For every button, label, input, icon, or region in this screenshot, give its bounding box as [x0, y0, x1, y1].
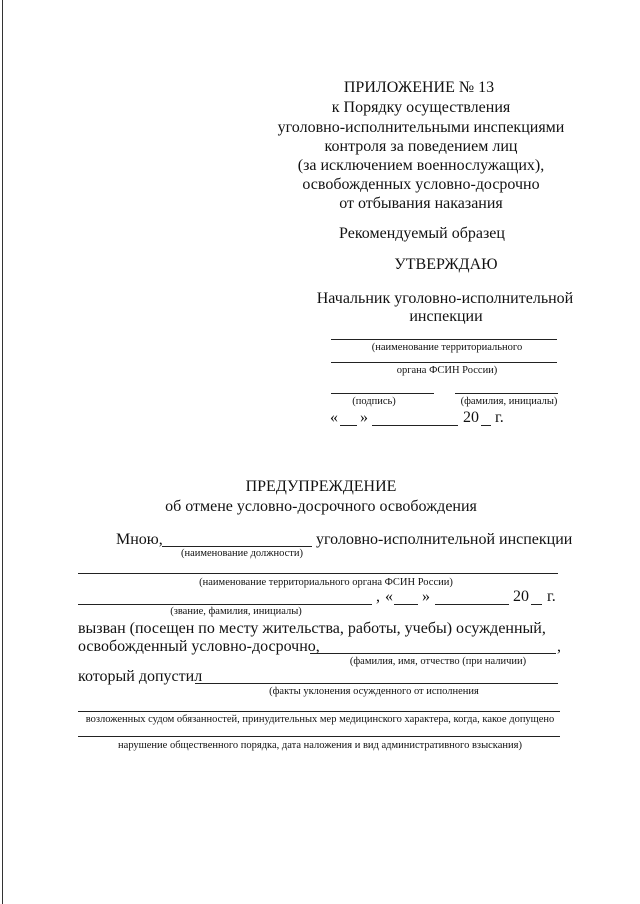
- body-year: 20: [513, 588, 529, 605]
- body-g: г.: [547, 588, 556, 605]
- caption-territorial-organ: (наименование территориального органа ФСИН России): [199, 577, 453, 588]
- body-allowed: который допустил: [78, 668, 203, 685]
- caption-territorial-2: органа ФСИН России): [396, 365, 498, 376]
- caption-signature: (подпись): [352, 396, 396, 407]
- body-to-me: Мною,: [116, 531, 163, 548]
- date-year-line: [481, 425, 491, 426]
- caption-name: (фамилия, инициалы): [460, 396, 558, 407]
- appendix-line-6: от отбывания наказания: [339, 195, 503, 212]
- appendix-line-1: к Порядку осуществления: [331, 99, 511, 116]
- name-line: [455, 393, 558, 394]
- small-line-1: возложенных судом обязанностей, принудительных мер медицинского характера, когда, какое допущено: [85, 714, 555, 725]
- small-line-2: нарушение общественного порядка, дата наложения и вид административного взыскания): [118, 740, 522, 751]
- territorial-body-line: [331, 339, 557, 340]
- body-end-comma: ,: [557, 638, 561, 655]
- caption-position: (наименование должности): [180, 548, 304, 559]
- date-month-line: [372, 425, 458, 426]
- caption-rank: (звание, фамилия, инициалы): [170, 606, 302, 617]
- body-month-line: [435, 604, 509, 605]
- date-year: 20: [463, 409, 479, 426]
- position-line: [162, 546, 312, 547]
- caption-fio: (фамилия, имя, отчество (при наличии): [349, 656, 527, 667]
- document-subtitle: об отмене условно-досрочного освобождения: [165, 498, 477, 515]
- appendix-line-5: освобожденных условно-досрочно: [302, 176, 540, 193]
- date-day-line: [340, 425, 357, 426]
- body-released: освобожденный условно-досрочно,: [78, 638, 320, 655]
- duties-line: [78, 711, 560, 712]
- body-day-line: [394, 604, 418, 605]
- territorial-organ-line: [78, 573, 558, 574]
- body-comma: ,: [376, 588, 380, 605]
- caption-facts: (факты уклонения осужденного от исполнения: [269, 686, 479, 697]
- signature-line: [331, 393, 434, 394]
- approver-position-line-1: Начальник уголовно-исполнительной: [316, 290, 574, 307]
- appendix-title: ПРИЛОЖЕНИЕ № 13: [343, 79, 495, 96]
- body-open-quote: «: [385, 588, 393, 605]
- rank-name-line: [78, 604, 372, 605]
- appendix-line-4: (за исключением военнослужащих),: [297, 157, 545, 174]
- date-open-quote: «: [330, 409, 338, 426]
- body-inspection: уголовно-исполнительной инспекции: [316, 531, 573, 548]
- caption-territorial-1: (наименование территориального: [371, 342, 523, 353]
- recommended-sample: Рекомендуемый образец: [339, 225, 505, 242]
- territorial-body-line-2: [331, 362, 557, 363]
- body-summoned: вызван (посещен по месту жительства, работы, учебы) осужденный,: [78, 620, 546, 637]
- scan-edge: [2, 0, 3, 904]
- body-year-line: [531, 604, 542, 605]
- appendix-line-3: контроля за поведением лиц: [324, 138, 518, 155]
- date-close-quote: »: [360, 409, 368, 426]
- body-close-quote: »: [422, 588, 430, 605]
- approve-title: УТВЕРЖДАЮ: [394, 256, 498, 273]
- violations-line: [195, 683, 558, 684]
- approver-position-line-2: инспекции: [409, 308, 483, 325]
- violation-details-line: [78, 736, 560, 737]
- released-fio-line: [310, 653, 556, 654]
- appendix-line-2: уголовно-исполнительными инспекциями: [277, 119, 565, 136]
- date-g: г.: [495, 409, 504, 426]
- document-title: ПРЕДУПРЕЖДЕНИЕ: [245, 478, 397, 495]
